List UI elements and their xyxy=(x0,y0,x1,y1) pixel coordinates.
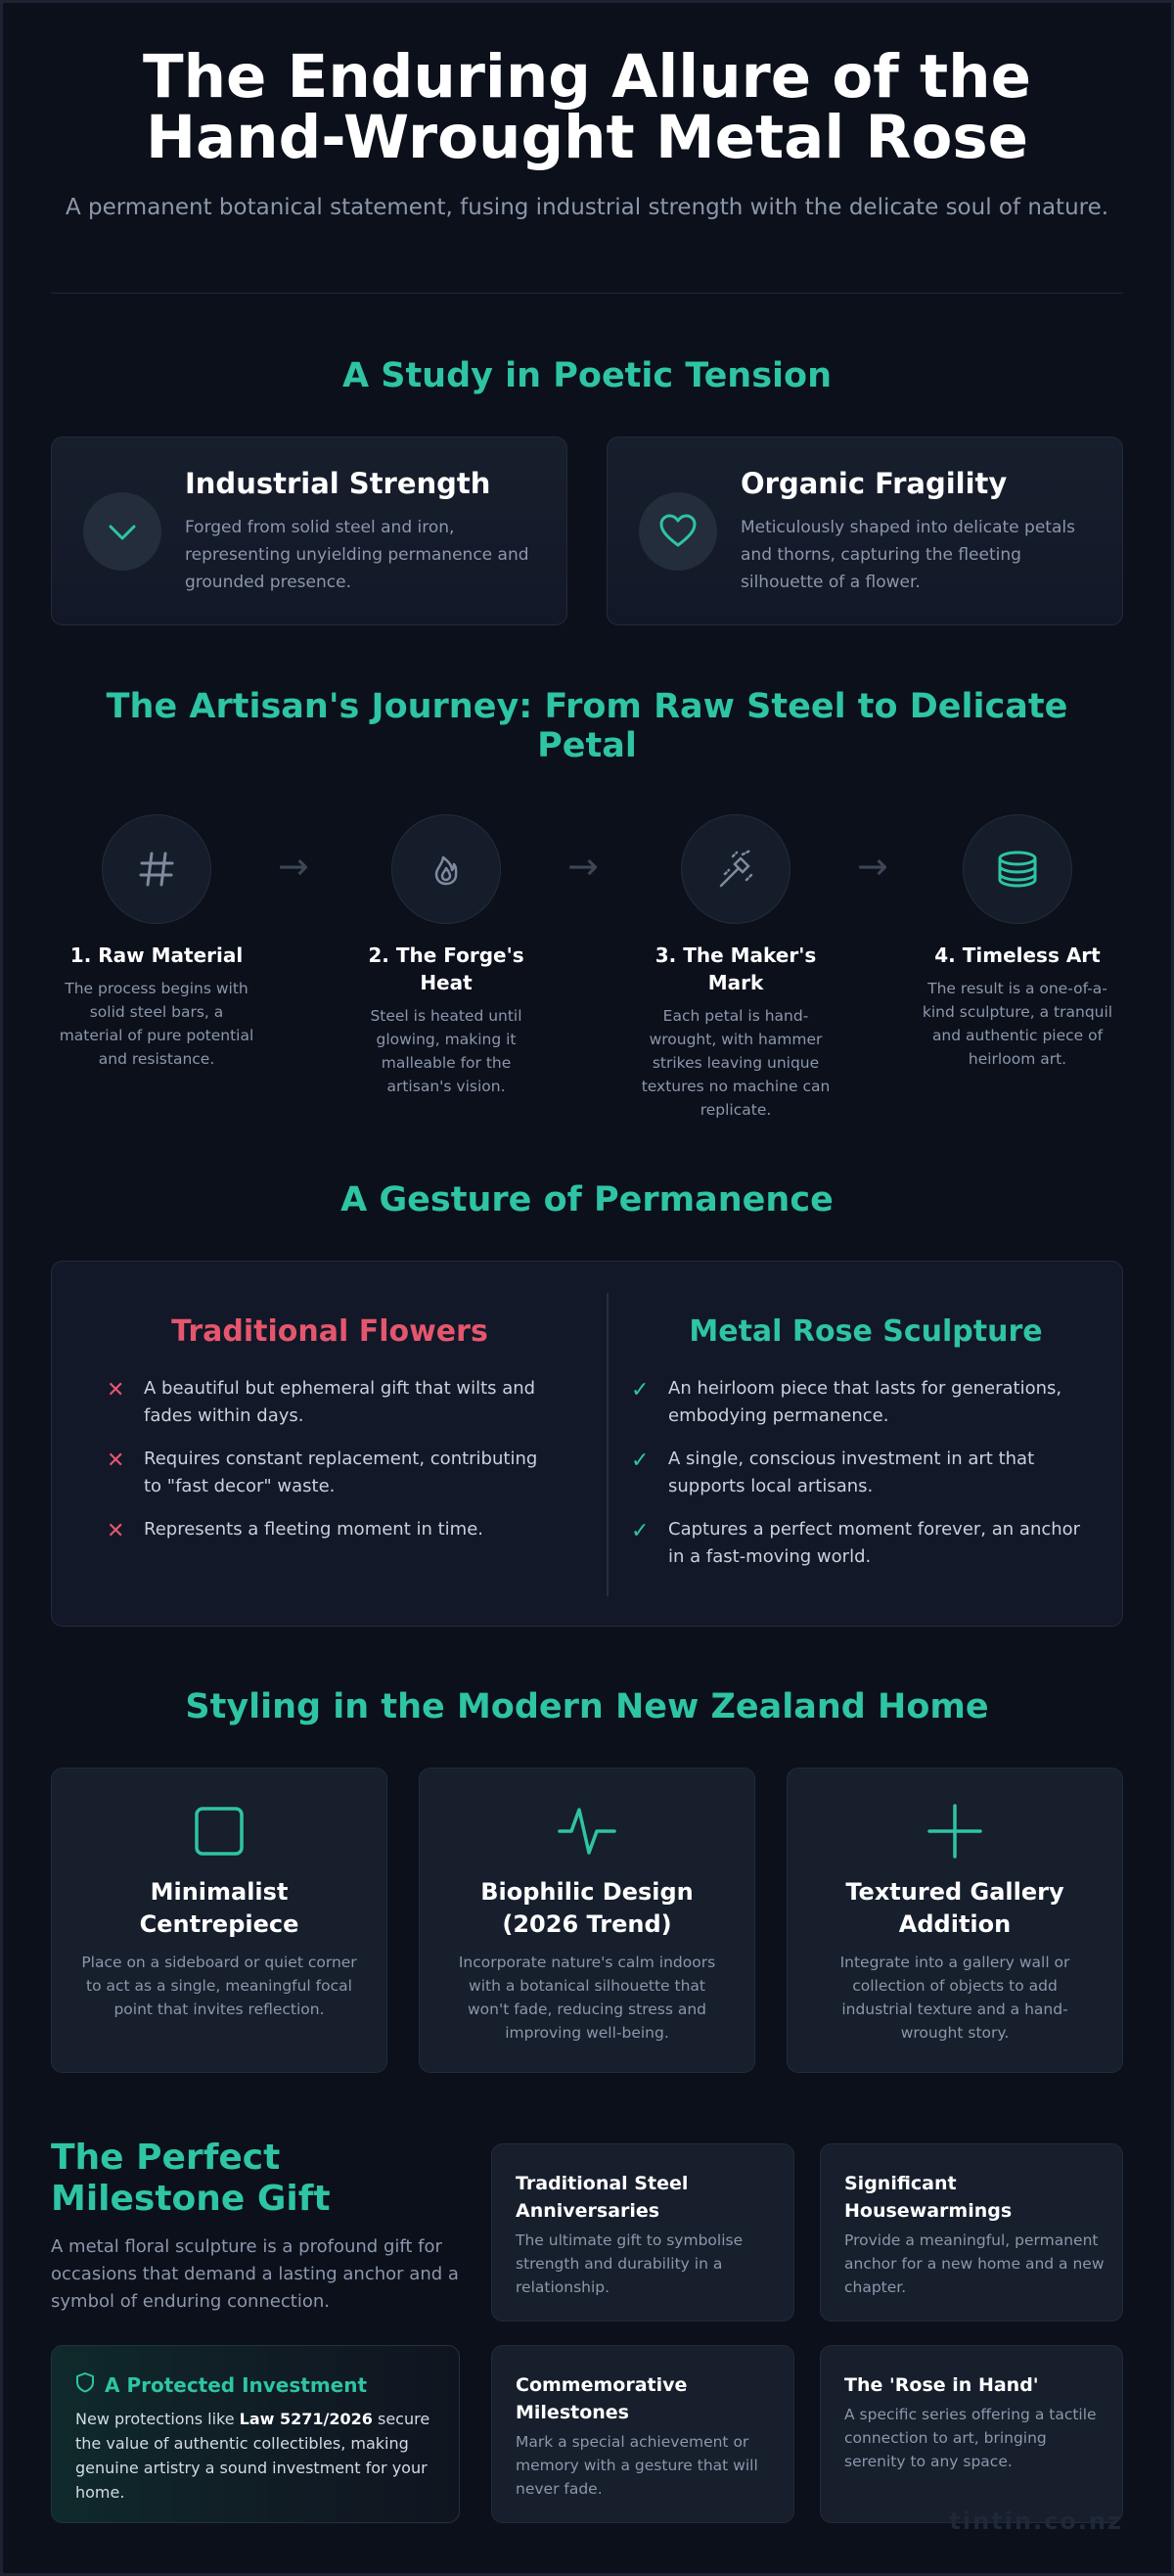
protected-investment-card xyxy=(51,2345,460,2523)
hash-icon xyxy=(102,814,211,924)
journey-step-forge-heat xyxy=(340,814,552,1098)
card-description: Place on a sideboard or quiet corner to act as a single, meaningful focal point that invites reflection. xyxy=(81,1954,357,2018)
milestone-description: A metal floral sculpture is a profound gift for occasions that demand a lasting anchor and a symbol of enduring connection. xyxy=(51,2236,459,2312)
journey-step-timeless-art xyxy=(912,814,1123,1071)
gift-title: Traditional Steel Anniversaries xyxy=(516,2173,689,2222)
comparison-panel xyxy=(51,1261,1123,1627)
cross-icon: ✕ xyxy=(107,1449,125,1473)
heart-icon xyxy=(639,492,717,571)
gift-title: Significant Housewarmings xyxy=(844,2173,1013,2222)
card-textured-gallery xyxy=(787,1768,1123,2073)
gift-card-commemorative-milestones xyxy=(491,2345,794,2523)
gift-description: Mark a special achievement or memory with a gesture that will never fade. xyxy=(516,2433,758,2498)
journey-step-makers-mark xyxy=(630,814,841,1122)
gift-title: Commemorative Milestones xyxy=(516,2374,688,2423)
card-description: Incorporate nature's calm indoors with a botanical silhouette that won't fade, reducing stress and improving well-being. xyxy=(458,1954,716,2042)
card-title: Organic Fragility xyxy=(741,467,1008,500)
metal-rose-list xyxy=(631,1375,1091,1587)
gift-card-rose-in-hand xyxy=(820,2345,1123,2523)
investment-heading xyxy=(75,2371,367,2398)
chevron-down-icon xyxy=(83,492,161,571)
investment-title: A Protected Investment xyxy=(105,2372,368,2397)
list-item: ✓ An heirloom piece that lasts for generations, embodying permanence. xyxy=(631,1378,1062,1426)
card-title: Biophilic Design (2026 Trend) xyxy=(480,1878,694,1938)
traditional-flowers-title: Traditional Flowers xyxy=(171,1314,488,1349)
journey-step-raw-material xyxy=(51,814,262,1071)
list-item: ✕ Represents a fleeting moment in time. xyxy=(107,1519,484,1543)
card-minimalist-centrepiece xyxy=(51,1768,387,2073)
check-icon: ✓ xyxy=(631,1519,650,1543)
gift-card-housewarmings xyxy=(820,2143,1123,2322)
shield-icon xyxy=(75,2371,95,2398)
gift-description: A specific series offering a tactile connection to art, bringing serenity to any space. xyxy=(844,2406,1097,2470)
pulse-icon xyxy=(420,1804,754,1859)
watermark: tintin.co.nz xyxy=(949,2507,1123,2535)
card-title: Minimalist Centrepiece xyxy=(139,1878,299,1938)
section-title-tension: A Study in Poetic Tension xyxy=(341,356,833,395)
list-item: ✕ A beautiful but ephemeral gift that wilts and fades within days. xyxy=(107,1378,536,1426)
hammer-icon xyxy=(681,814,790,924)
card-title: Textured Gallery Addition xyxy=(845,1878,1064,1938)
page-subtitle: A permanent botanical statement, fusing industrial strength with the delicate soul of nature. xyxy=(65,195,1109,220)
step-title: 2. The Forge's Heat xyxy=(368,943,524,994)
card-title: Industrial Strength xyxy=(185,467,491,500)
section-title-permanence: A Gesture of Permanence xyxy=(340,1180,834,1219)
step-description: Steel is heated until glowing, making it malleable for the artisan's vision. xyxy=(370,1007,522,1095)
card-description: Forged from solid steel and iron, representing unyielding permanence and grounded presence. xyxy=(185,518,529,592)
list-item: ✓ Captures a perfect moment forever, an anchor in a fast-moving world. xyxy=(631,1519,1081,1567)
check-icon: ✓ xyxy=(631,1378,650,1403)
section-title-milestone: The Perfect Milestone Gift xyxy=(51,2138,331,2219)
square-icon xyxy=(52,1804,386,1859)
check-icon: ✓ xyxy=(631,1449,650,1473)
metal-rose-title: Metal Rose Sculpture xyxy=(689,1314,1043,1349)
list-item: ✕ Requires constant replacement, contributing to "fast decor" waste. xyxy=(107,1449,538,1496)
card-biophilic-design xyxy=(419,1768,755,2073)
gift-description: The ultimate gift to symbolise strength and durability in a relationship. xyxy=(516,2231,744,2296)
header-divider xyxy=(51,293,1123,294)
card-organic-fragility xyxy=(607,437,1123,625)
card-description: Integrate into a gallery wall or collection of objects to add industrial texture and a hand-wrought story. xyxy=(839,1954,1070,2042)
traditional-flowers-list xyxy=(107,1375,557,1559)
card-industrial-strength xyxy=(51,437,567,625)
step-title: 1. Raw Material xyxy=(69,943,244,967)
flame-icon xyxy=(391,814,501,924)
step-title: 4. Timeless Art xyxy=(934,943,1101,967)
step-description: The process begins with solid steel bars, a material of pure potential and resistance. xyxy=(59,980,254,1068)
investment-text: New protections like Law 5271/2026 secure the value of authentic collectibles, making genuine artistry a sound investment for your home. xyxy=(75,2410,430,2502)
stack-icon xyxy=(963,814,1072,924)
section-title-journey: The Artisan's Journey: From Raw Steel to Delicate Petal xyxy=(106,687,1068,765)
cross-icon: ✕ xyxy=(107,1378,125,1403)
plus-icon xyxy=(788,1804,1122,1859)
gift-description: Provide a meaningful, permanent anchor for a new home and a new chapter. xyxy=(844,2231,1105,2296)
card-description: Meticulously shaped into delicate petals and thorns, capturing the fleeting silhouette of a flower. xyxy=(741,518,1075,592)
gift-title: The 'Rose in Hand' xyxy=(844,2374,1039,2396)
law-reference: Law 5271/2026 xyxy=(239,2410,373,2428)
cross-icon: ✕ xyxy=(107,1519,125,1543)
arrow-icon: → xyxy=(857,845,888,888)
step-title: 3. The Maker's Mark xyxy=(655,943,817,994)
step-description: Each petal is hand-wrought, with hammer strikes leaving unique textures no machine can replicate. xyxy=(641,1007,831,1119)
page-title: The Enduring Allure of the Hand-Wrought Metal Rose xyxy=(143,42,1031,172)
arrow-icon: → xyxy=(567,845,599,888)
arrow-icon: → xyxy=(278,845,309,888)
gift-card-steel-anniversaries xyxy=(491,2143,794,2322)
list-item: ✓ A single, conscious investment in art that supports local artisans. xyxy=(631,1449,1035,1496)
step-description: The result is a one-of-a-kind sculpture, a tranquil and authentic piece of heirloom art. xyxy=(922,980,1113,1068)
section-title-styling: Styling in the Modern New Zealand Home xyxy=(185,1687,989,1726)
